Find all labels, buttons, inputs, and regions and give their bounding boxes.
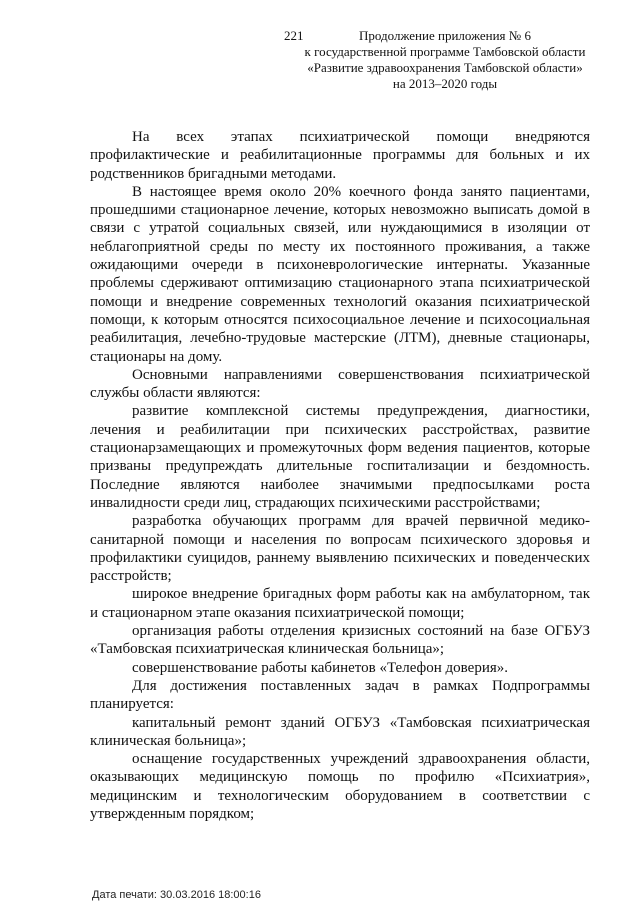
list-item: развитие комплексной системы предупреждения, диагностики, лечения и реабилитации при психических расстройствах, развитие стационарзамещающих и промежуточных форм ведения пациентов, которые призваны предупреждать длительные госпитализации и бездомность. Последние являются наиболее значимыми предпосылками роста инвалидности среди лиц, страдающих психическими расстройствами;: [90, 403, 590, 511]
paragraph: Основными направлениями совершенствования психиатрической службы области являются:: [90, 366, 590, 402]
list-item: совершенствование работы кабинетов «Телефон доверия».: [132, 659, 509, 676]
paragraph: На всех этапах психиатрической помощи внедряются профилактические и реабилитационные программы для больных и их родственников бригадными методами.: [90, 129, 590, 182]
list-item: капитальный ремонт зданий ОГБУЗ «Тамбовская психиатрическая клиническая больница»;: [90, 714, 590, 749]
document-body: [90, 128, 590, 823]
header-line-title: «Развитие здравоохранения Тамбовской области»: [307, 60, 583, 75]
header-line-years: на 2013–2020 годы: [392, 76, 498, 91]
document-header: [295, 28, 595, 92]
header-line-appendix: Продолжение приложения № 6: [359, 28, 531, 43]
list-item: разработка обучающих программ для врачей первичной медико-санитарной помощи и населения по вопросам психического здоровья и профилактики суицидов, раннему выявлению психических и поведенческих расстройств;: [90, 513, 590, 585]
paragraph: Для достижения поставленных задач в рамках Подпрограммы планируется:: [90, 677, 590, 713]
header-line-program: к государственной программе Тамбовской области: [304, 44, 586, 59]
page-number: 221: [284, 28, 304, 43]
print-date-stamp: Дата печати: 30.03.2016 18:00:16: [92, 889, 261, 901]
list-item: оснащение государственных учреждений здравоохранения области, оказывающих медицинскую помощь по профилю «Психиатрия», медицинским и технологическим оборудованием в соответствии с утвержденным порядком;: [90, 751, 590, 822]
paragraph: В настоящее время около 20% коечного фонда занято пациентами, прошедшими стационарное лечение, которых невозможно выписать домой в связи с утратой социальных связей, или нуждающимися в изоляции от неблагоприятной среды по месту их постоянного проживания, а также ожидающими очереди в психоневрологические интернаты. Указанные проблемы сдерживают оптимизацию стационарного этапа психиатрической помощи и внедрение современных технологий оказания психиатрической помощи, к которым относятся психосоциальное лечение и психосоциальная реабилитация, лечебно-трудовые мастерские (ЛТМ), дневные стационары, стационары на дому.: [90, 183, 590, 365]
list-item: организация работы отделения кризисных состояний на базе ОГБУЗ «Тамбовская психиатрическая клиническая больница»;: [90, 623, 590, 658]
list-item: широкое внедрение бригадных форм работы как на амбулаторном, так и стационарном этапе оказания психиатрической помощи;: [90, 586, 590, 621]
